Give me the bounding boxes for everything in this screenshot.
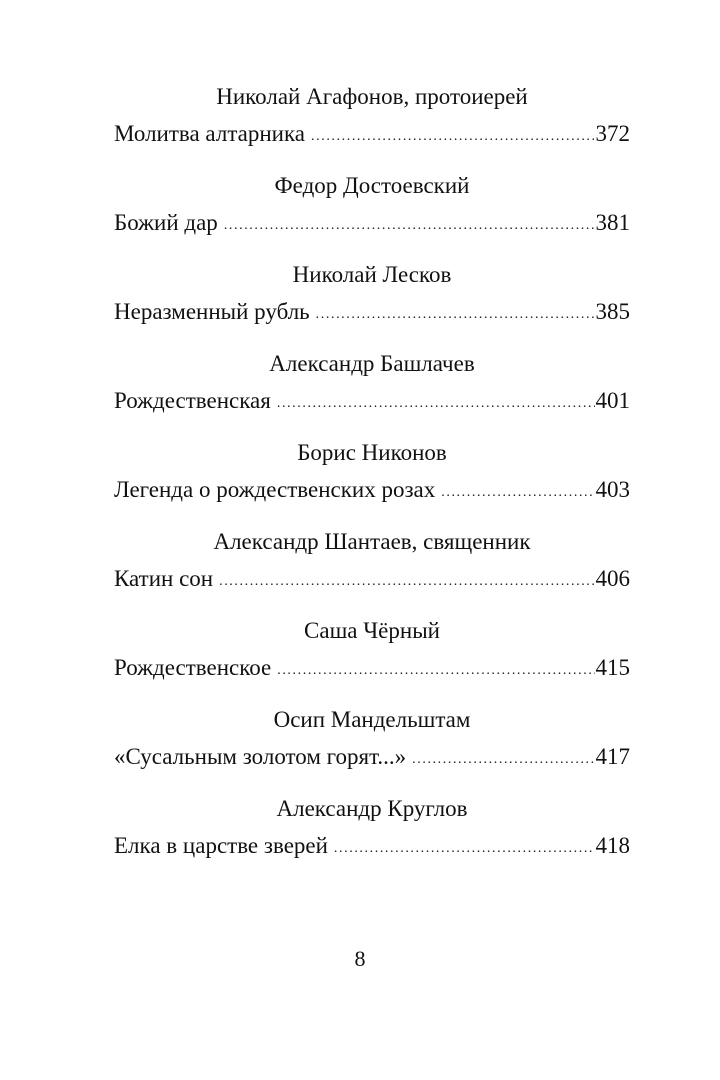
toc-title: Молитва алтарника [114, 121, 306, 146]
page-number: 8 [354, 946, 366, 971]
toc-line[interactable] [114, 650, 630, 686]
toc-line[interactable] [114, 828, 630, 864]
toc-line[interactable] [114, 116, 630, 152]
toc-author: Николай Агафонов, протоиерей [216, 84, 528, 109]
dot-leader [219, 564, 594, 600]
toc-page-number: 381 [595, 210, 630, 235]
toc-entry [114, 78, 630, 167]
toc-entry [114, 523, 630, 612]
toc-title: Елка в царстве зверей [114, 833, 328, 858]
toc-author: Александр Башлачев [269, 351, 475, 376]
table-of-contents [114, 78, 630, 879]
toc-page-number: 372 [595, 121, 630, 146]
toc-page-number: 415 [595, 655, 630, 680]
dot-leader [334, 831, 595, 867]
toc-entry [114, 701, 630, 790]
toc-author: Борис Никонов [297, 440, 447, 465]
toc-entry [114, 612, 630, 701]
dot-leader [277, 386, 595, 422]
toc-page-number: 417 [595, 744, 630, 769]
toc-title: Легенда о рождественских розах [114, 477, 436, 502]
toc-page-number: 403 [595, 477, 630, 502]
toc-page-number: 418 [595, 833, 630, 858]
toc-entry [114, 167, 630, 256]
toc-line[interactable] [114, 383, 630, 419]
toc-entry [114, 256, 630, 345]
dot-leader [311, 119, 594, 155]
toc-title: Рождественское [114, 655, 272, 680]
toc-line[interactable] [114, 472, 630, 508]
toc-title: Катин сон [114, 566, 214, 591]
toc-author: Александр Круглов [276, 796, 468, 821]
toc-page-number: 385 [595, 299, 630, 324]
toc-line[interactable] [114, 561, 630, 597]
dot-leader [277, 653, 594, 689]
toc-entry [114, 345, 630, 434]
toc-page-number: 406 [595, 566, 630, 591]
toc-author: Александр Шантаев, священник [213, 529, 531, 554]
toc-title: Рождественская [114, 388, 271, 413]
toc-author: Федор Достоевский [274, 173, 470, 198]
toc-entry [114, 790, 630, 879]
toc-line[interactable] [114, 739, 630, 775]
toc-title: Божий дар [114, 210, 218, 235]
toc-line[interactable] [114, 205, 630, 241]
toc-author: Николай Лесков [292, 262, 452, 287]
toc-page-number: 401 [595, 388, 630, 413]
toc-entry [114, 434, 630, 523]
dot-leader [412, 742, 594, 778]
toc-line[interactable] [114, 294, 630, 330]
dot-leader [441, 475, 594, 511]
toc-author: Осип Мандельштам [273, 707, 471, 732]
toc-title: «Сусальным золотом горят...» [114, 744, 407, 769]
toc-title: Неразменный рубль [114, 299, 310, 324]
toc-author: Саша Чёрный [304, 618, 440, 643]
dot-leader [316, 297, 595, 333]
dot-leader [224, 208, 595, 244]
